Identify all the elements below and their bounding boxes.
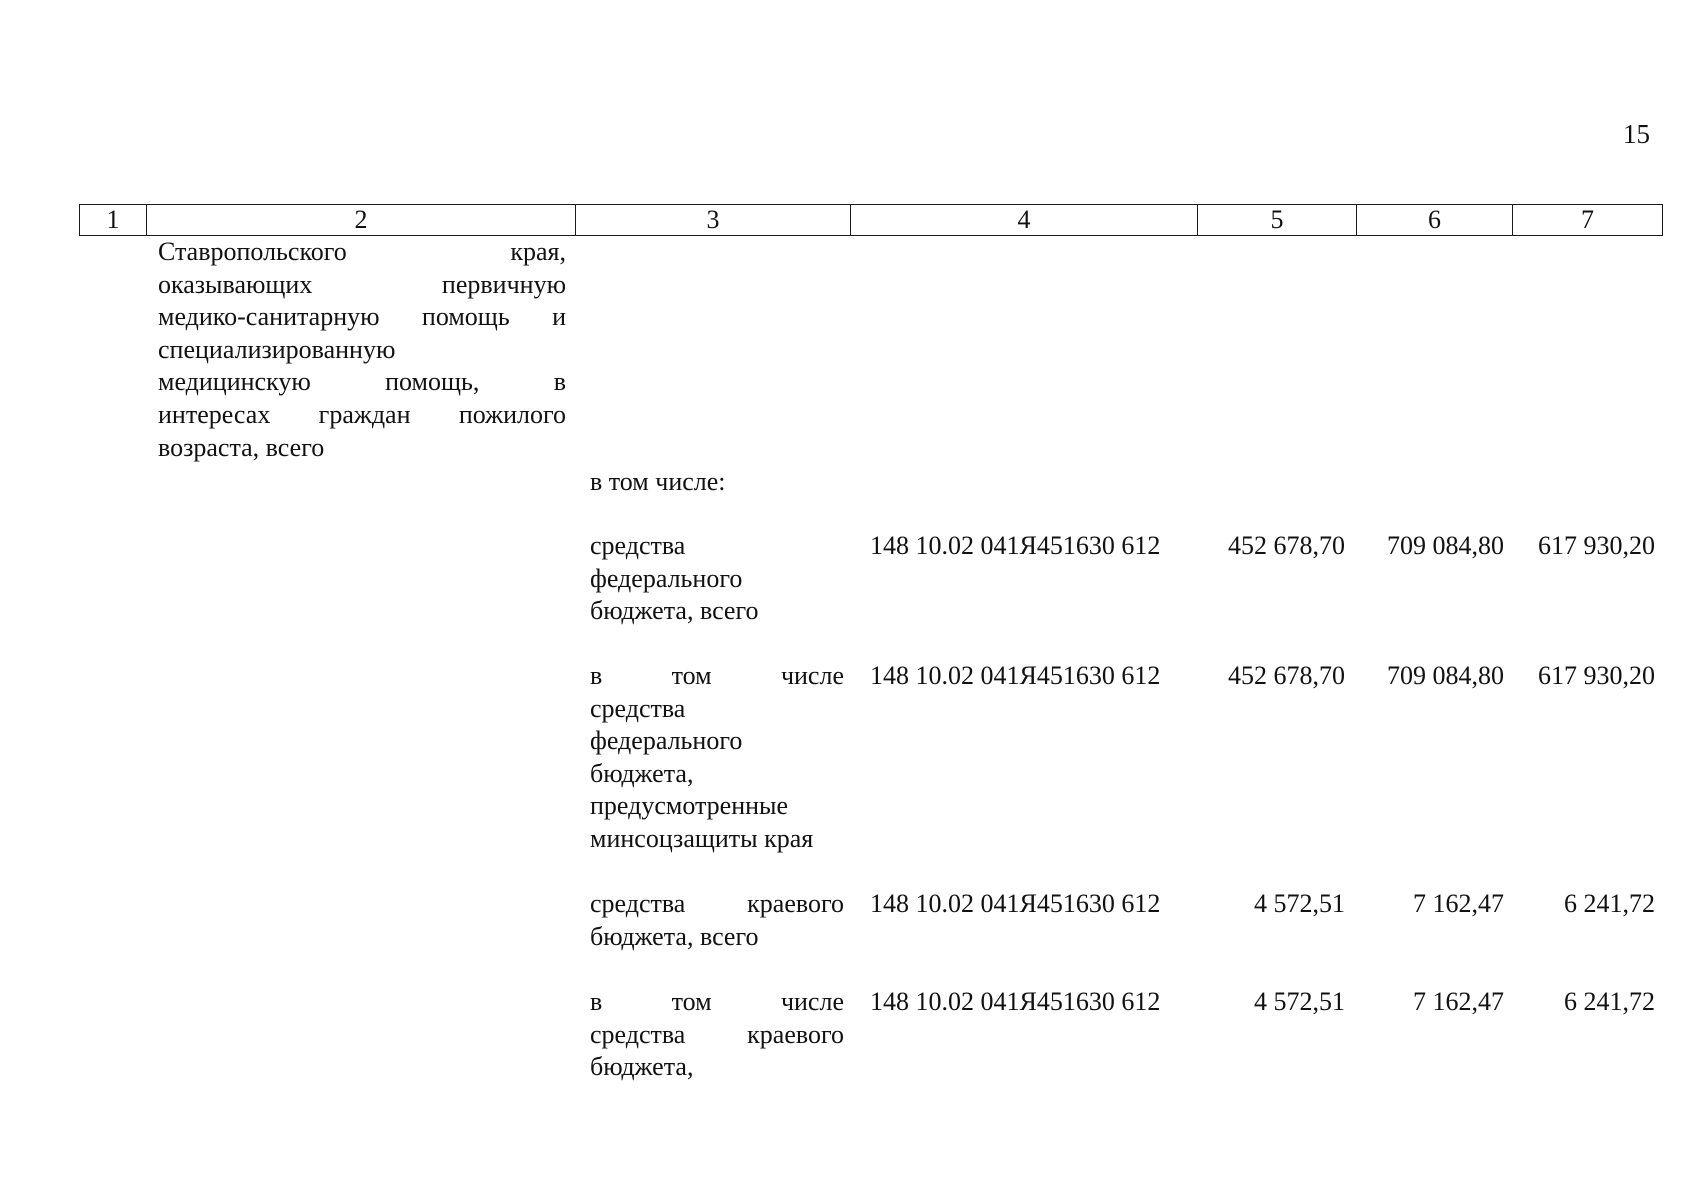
funding-source-line: средства краевого (590, 1019, 844, 1049)
funding-source-line: федерального (590, 563, 743, 593)
page-number: 15 (1623, 119, 1650, 149)
description-line: медико-санитарную помощь и (158, 302, 566, 332)
amount-col-6: 7 162,47 (1413, 889, 1504, 918)
amount-col-7: 617 930,20 (1538, 531, 1655, 560)
amount-col-5: 4 572,51 (1254, 987, 1345, 1016)
description-line: возраста, всего (158, 432, 325, 462)
column-number-header (79, 204, 1663, 236)
funding-source-line: бюджета, (590, 758, 694, 788)
budget-code: 148 10.02 041Я451630 612 (870, 889, 1161, 918)
description-line: оказывающих первичную (158, 269, 566, 299)
measure-description (158, 236, 566, 464)
budget-code: 148 10.02 041Я451630 612 (870, 531, 1161, 560)
funding-source-regional-including (590, 986, 844, 1084)
funding-source-federal-total (590, 530, 844, 628)
description-line: медицинскую помощь, в (158, 367, 566, 397)
header-col-1: 1 (80, 205, 147, 236)
funding-source-line: минсоцзащиты края (590, 823, 814, 853)
description-line: Ставропольского края, (158, 237, 566, 266)
description-line: интересах граждан пожилого (158, 399, 566, 429)
header-col-5: 5 (1198, 205, 1357, 236)
budget-code: 148 10.02 041Я451630 612 (870, 987, 1161, 1016)
funding-source-line: средства (590, 693, 686, 723)
amount-col-6: 709 084,80 (1387, 661, 1504, 690)
amount-col-6: 709 084,80 (1387, 531, 1504, 560)
funding-source-line: бюджета, всего (590, 596, 759, 626)
amount-col-7: 6 241,72 (1564, 987, 1655, 1016)
budget-code: 148 10.02 041Я451630 612 (870, 661, 1161, 690)
funding-source-federal-minsoc (590, 660, 844, 856)
amount-col-7: 6 241,72 (1564, 889, 1655, 918)
amount-col-5: 4 572,51 (1254, 889, 1345, 918)
amount-col-5: 452 678,70 (1228, 531, 1345, 560)
amount-col-7: 617 930,20 (1538, 661, 1655, 690)
funding-source-line: бюджета, (590, 1052, 694, 1082)
funding-source-regional-total (590, 888, 844, 953)
description-line: специализированную (158, 334, 396, 364)
funding-source-line: средства краевого (590, 889, 844, 918)
funding-source-line: в том числе (590, 987, 844, 1016)
header-col-6: 6 (1357, 205, 1513, 236)
including-label: в том числе: (590, 467, 726, 496)
funding-source-line: федерального (590, 726, 743, 756)
amount-col-5: 452 678,70 (1228, 661, 1345, 690)
funding-source-line: предусмотренные (590, 791, 789, 821)
funding-source-line: бюджета, всего (590, 921, 759, 951)
header-col-4: 4 (851, 205, 1198, 236)
funding-source-line: в том числе (590, 661, 844, 690)
header-col-3: 3 (576, 205, 851, 236)
amount-col-6: 7 162,47 (1413, 987, 1504, 1016)
header-row (80, 205, 1663, 236)
header-col-7: 7 (1513, 205, 1663, 236)
funding-source-line: средства (590, 531, 686, 560)
header-col-2: 2 (147, 205, 576, 236)
